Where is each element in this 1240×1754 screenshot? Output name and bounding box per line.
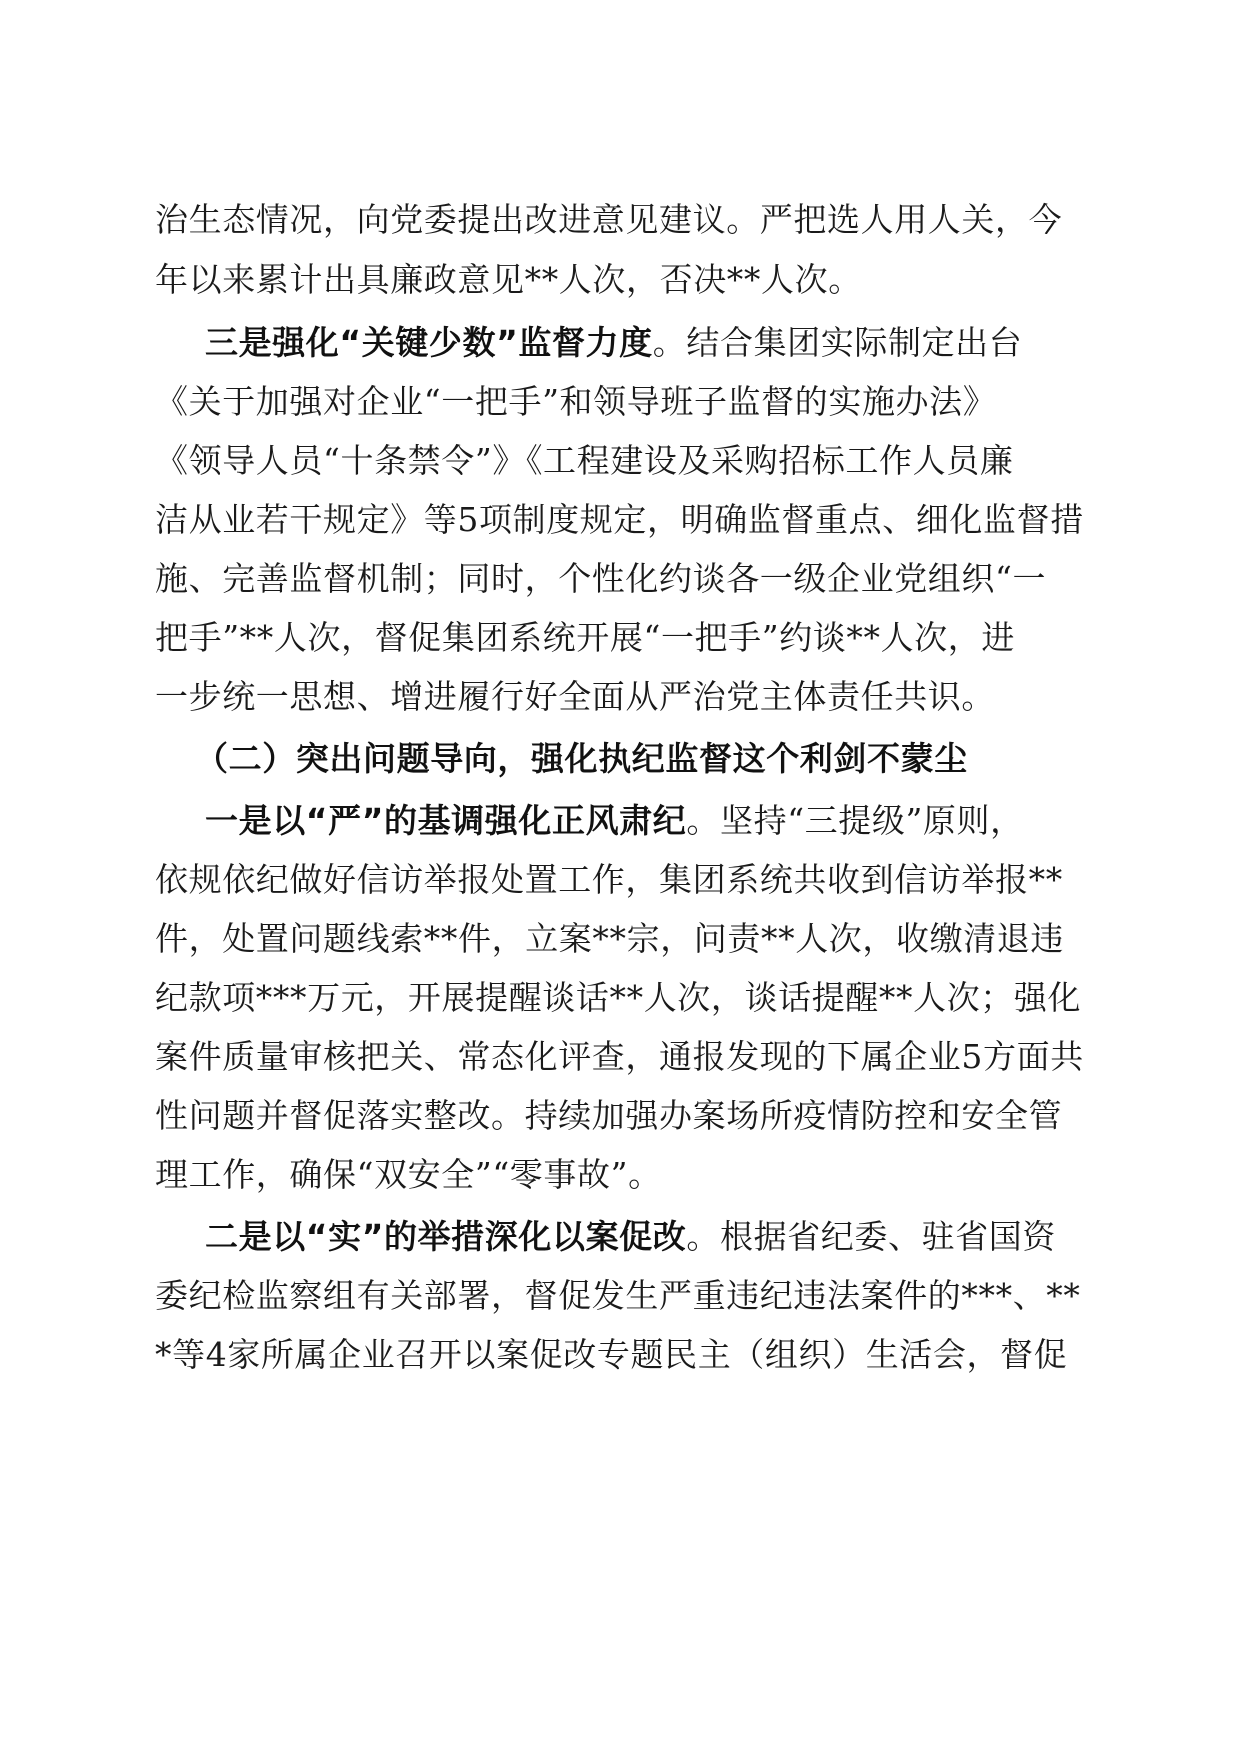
text-line: 件，处置问题线索**件，立案**宗，问责**人次，收缴清退违 [155,919,1064,958]
text-line: 一步统一思想、增进履行好全面从严治党主体责任共识。 [155,677,995,716]
paragraph-first-line [205,318,1145,368]
text-line: 《领导人员“十条禁令”》《工程建设及采购招标工作人员廉 [155,441,1014,480]
text-run: 。根据省纪委、驻省国资 [686,1217,1056,1256]
text-run: 。坚持“三提级”原则， [686,801,1024,840]
paragraph-first-line [205,1212,1145,1262]
paragraph-first-line [205,796,1145,846]
text-line: 《关于加强对企业“一把手”和领导班子监督的实施办法》 [155,382,997,421]
text-line: 性问题并督促落实整改。持续加强办案场所疫情防控和安全管 [155,1096,1063,1135]
text-line: 案件质量审核把关、常态化评查，通报发现的下属企业5方面共 [155,1037,1084,1076]
text-line: *等4家所属企业召开以案促改专题民主（组织）生活会，督促 [155,1335,1068,1374]
text-line: 委纪检监察组有关部署，督促发生严重违纪违法案件的***、** [155,1276,1081,1315]
text-line: 施、完善监督机制；同时，个性化约谈各一级企业党组织“一 [155,559,1047,598]
text-line: 把手”**人次，督促集团系统开展“一把手”约谈**人次，进 [155,618,1016,657]
bold-lead-in: 一是以“严”的基调强化正风肃纪 [205,801,687,840]
text-line: 依规依纪做好信访举报处置工作，集团系统共收到信访举报** [155,860,1063,899]
text-run: 。结合集团实际制定出台 [652,323,1023,362]
text-line: 治生态情况，向党委提出改进意见建议。严把选人用人关，今 [155,200,1063,239]
bold-lead-in: 三是强化“关键少数”监督力度 [205,323,653,362]
text-line: 洁从业若干规定》等5项制度规定，明确监督重点、细化监督措 [155,500,1084,539]
text-line: 纪款项***万元，开展提醒谈话**人次，谈话提醒**人次；强化 [155,978,1082,1017]
section-heading: （二）突出问题导向，强化执纪监督这个利剑不蒙尘 [195,739,968,778]
text-line: 理工作，确保“双安全”“零事故”。 [155,1155,662,1194]
bold-lead-in: 二是以“实”的举措深化以案促改 [205,1217,687,1256]
text-line: 年以来累计出具廉政意见**人次，否决**人次。 [155,260,862,299]
